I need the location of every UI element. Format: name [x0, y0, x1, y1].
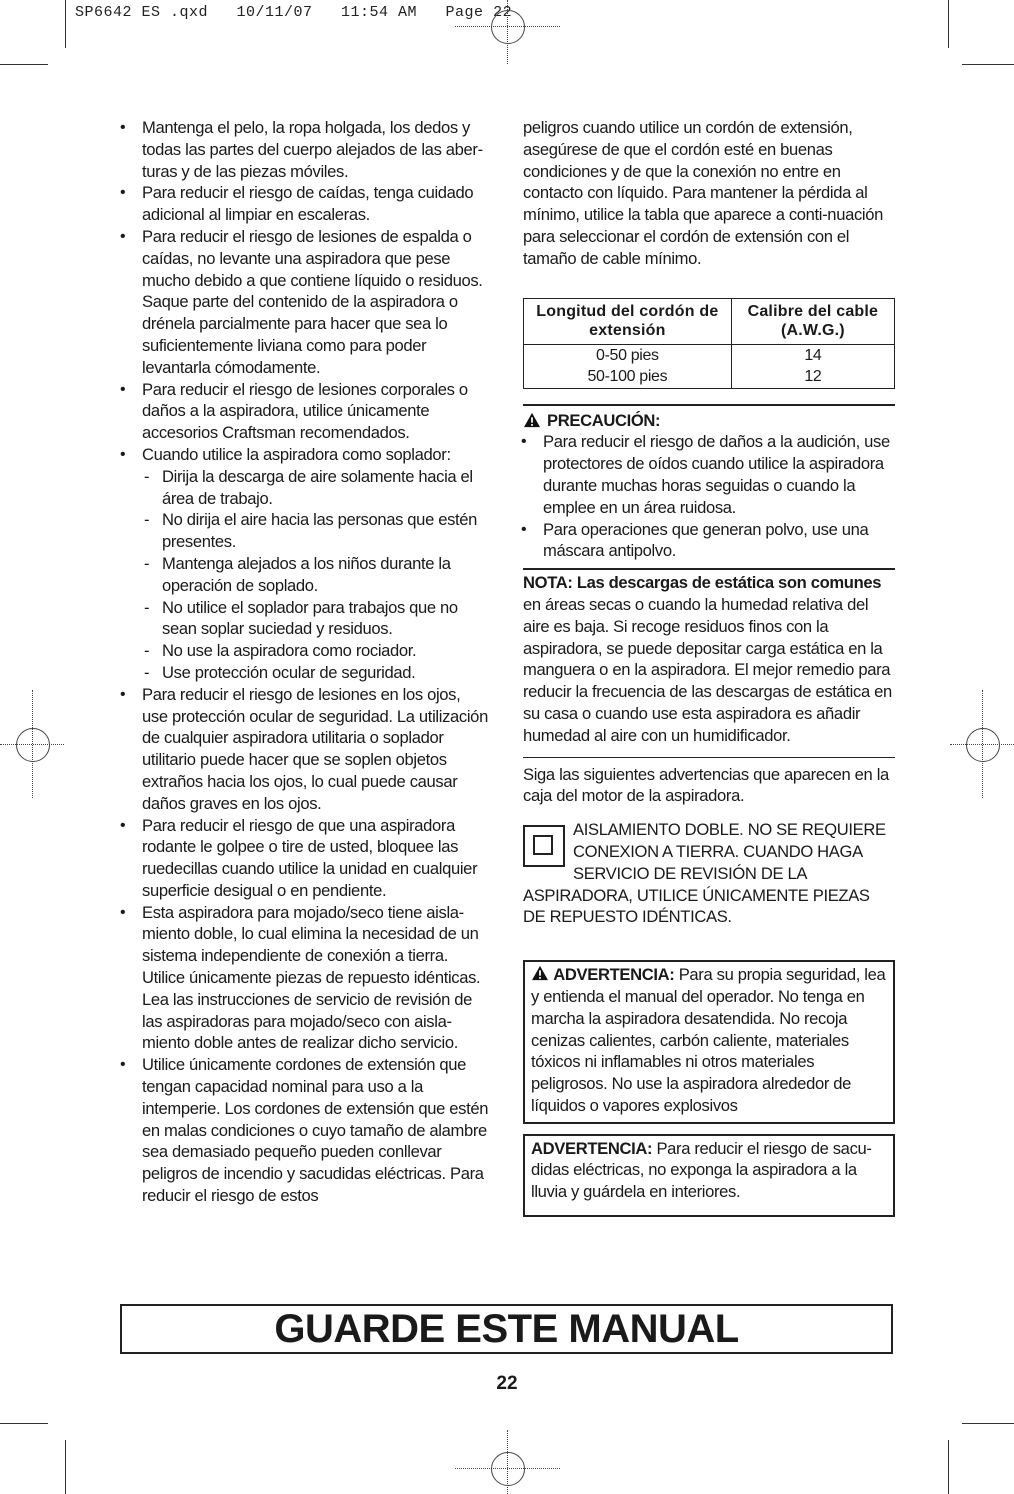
- caution-title: PRECAUCIÓN:: [547, 410, 661, 430]
- registration-mark-icon: [491, 10, 525, 44]
- table-cell: 0-50 pies: [524, 344, 732, 366]
- registration-mark-icon: [16, 728, 50, 762]
- list-item: • Para operaciones que generan polvo, use una máscara antipolvo.: [521, 519, 895, 563]
- double-insulation-text: AISLAMIENTO DOBLE. NO SE REQUIERE CONEXION A TIERRA. CUANDO HAGA SERVICIO DE REVISIÓN DE LA ASPIRADORA, UTILICE ÚNICAMENTE PIEZAS DE REPUESTO IDÉNTICAS.: [523, 820, 886, 927]
- extension-cord-table: [523, 298, 895, 389]
- crop-mark: [962, 1423, 1014, 1424]
- warning-triangle-icon: [523, 412, 541, 428]
- warning-box-electric: [523, 1134, 895, 1217]
- list-item: • Para reducir el riesgo de lesiones en los ojos, use protección ocular de seguridad. La utilización de cualquier aspiradora utilitaria o soplador utilitario puede hacer que se soplen objetos extraños hacia los ojos, lo cual puede causar daños graves en los ojos.: [120, 684, 490, 815]
- list-item: • Utilice únicamente cordones de extensión que tengan capacidad nominal para uso a la intemperie. Los cordones de extensión que estén en malas condiciones o cuyo tamaño de alambre sea demasiado pequeño pueden conllevar peligros de incendio y sacudidas eléctricas. Para reducir el riesgo de estos: [120, 1054, 490, 1207]
- motor-warning-intro: Siga las siguientes advertencias que aparecen en la caja del motor de la aspiradora.: [523, 764, 889, 806]
- note-title: NOTA: Las descargas de estática son comunes: [523, 573, 882, 593]
- crop-mark: [0, 1423, 48, 1424]
- list-item-text: Cuando utilice la aspiradora como soplador:: [142, 444, 451, 464]
- warning-title: ADVERTENCIA:: [531, 1138, 653, 1158]
- caution-list: [521, 431, 895, 562]
- sub-list-item: - Use protección ocular de seguridad.: [142, 662, 490, 684]
- list-item: • Para reducir el riesgo de lesiones corporales o daños a la aspiradora, utilice únicamente accesorios Craftsman recomendados.: [120, 379, 490, 444]
- registration-line: [507, 1430, 508, 1494]
- sub-list-item: - No utilice el soplador para trabajos que no sean soplar suciedad y residuos.: [142, 597, 490, 641]
- table-cell: 14: [731, 344, 894, 366]
- table-header: Longitud del cordón de extensión: [524, 298, 732, 344]
- list-item: • Para reducir el riesgo de caídas, tenga cuidado adicional al limpiar en escaleras.: [120, 182, 490, 226]
- sub-list-item: - No dirija el aire hacia las personas que estén presentes.: [142, 509, 490, 553]
- save-manual-banner: GUARDE ESTE MANUAL: [120, 1304, 893, 1354]
- crop-mark: [948, 1440, 949, 1494]
- caution-heading: [523, 410, 895, 432]
- crop-mark: [948, 0, 949, 48]
- warning-triangle-icon: [531, 965, 549, 981]
- blower-sublist: [142, 466, 490, 684]
- registration-mark-icon: [966, 728, 1000, 762]
- double-insulation-icon: [523, 825, 565, 867]
- sub-list-item: - Mantenga alejados a los niños durante la operación de soplado.: [142, 553, 490, 597]
- table-cell: 50-100 pies: [524, 366, 732, 388]
- safety-list: [120, 117, 490, 1207]
- crop-mark: [0, 64, 48, 65]
- table-header: Calibre del cable (A.W.G.): [731, 298, 894, 344]
- registration-line: [32, 690, 33, 798]
- static-note: [523, 572, 895, 746]
- print-slug: SP6642 ES .qxd 10/11/07 11:54 AM Page 22: [75, 4, 513, 21]
- warning-box-operator: [523, 960, 895, 1124]
- crop-mark: [65, 0, 66, 48]
- left-column: [120, 117, 490, 1207]
- note-body: en áreas secas o cuando la humedad relativa del aire es baja. Si recoge residuos finos con la aspiradora, se puede depositar carga estática en la manguera o en la aspiradora. El mejor remedio para reducir la frecuencia de las descargas de estática en su casa o cuando use esta aspiradora es añadir humedad al aire con un humidificador.: [523, 594, 892, 745]
- table-cell: 12: [731, 366, 894, 388]
- sub-list-item: - No use la aspiradora como rociador.: [142, 640, 490, 662]
- warning-body: Para su propia seguridad, lea y entienda el manual del operador. No tenga en marcha la aspiradora desatendida. No recoja cenizas calientes, carbón caliente, materiales tóxicos ni inflamables ni otros materiales peligrosos. No use la aspiradora alrededor de líquidos o vapores explosivos: [531, 965, 886, 1115]
- list-item: • Para reducir el riesgo de daños a la audición, use protectores de oídos cuando utilice la aspiradora durante muchas horas seguidas o cuando la emplee en un área ruidosa.: [521, 431, 895, 518]
- section-divider: [523, 568, 895, 570]
- registration-line: [507, 0, 508, 64]
- section-divider: [523, 757, 895, 758]
- crop-mark: [962, 64, 1014, 65]
- double-insulation-notice: [523, 819, 895, 928]
- list-item: • Mantenga el pelo, la ropa holgada, los dedos y todas las partes del cuerpo alejados de las aber-turas y de las piezas móviles.: [120, 117, 490, 182]
- registration-mark-icon: [491, 1452, 525, 1486]
- list-item-blower: [120, 444, 490, 684]
- crop-mark: [65, 1440, 66, 1494]
- page-number: 22: [496, 1373, 518, 1394]
- list-item: • Para reducir el riesgo de que una aspiradora rodante le golpee o tire de usted, bloquee las ruedecillas cuando utilice la unidad en cualquier superficie desigual o en pendiente.: [120, 815, 490, 902]
- section-divider: [523, 404, 895, 406]
- warning-body: Para reducir el riesgo de sacu-didas eléctricas, no exponga la aspiradora a la lluvia y guárdela en interiores.: [531, 1138, 872, 1202]
- list-item: • Para reducir el riesgo de lesiones de espalda o caídas, no levante una aspiradora que pese mucho debido a que contiene líquido o residuos. Saque parte del contenido de la aspiradora o drénela parcialmente para hacer que sea lo suficientemente liviana como para poder levantarla cómodamente.: [120, 226, 490, 379]
- warning-title: ADVERTENCIA:: [553, 965, 675, 985]
- right-column: [523, 117, 895, 1217]
- extension-cord-paragraph: peligros cuando utilice un cordón de extensión, asegúrese de que el cordón esté en buenas condiciones y de que la conexión no entre en contacto con líquido. Para mantener la pérdida al mínimo, utilice la tabla que aparece a conti-nuación para seleccionar el cordón de extensión con el tamaño de cable mínimo.: [523, 118, 883, 268]
- registration-line: [982, 690, 983, 798]
- list-item: • Esta aspiradora para mojado/seco tiene aisla-miento doble, lo cual elimina la necesidad de un sistema independiente de conexión a tierra. Utilice únicamente piezas de repuesto idénticas. Lea las instrucciones de servicio de revisión de las aspiradoras para mojado/seco con aisla-miento doble antes de realizar dicho servicio.: [120, 902, 490, 1055]
- sub-list-item: - Dirija la descarga de aire solamente hacia el área de trabajo.: [142, 466, 490, 510]
